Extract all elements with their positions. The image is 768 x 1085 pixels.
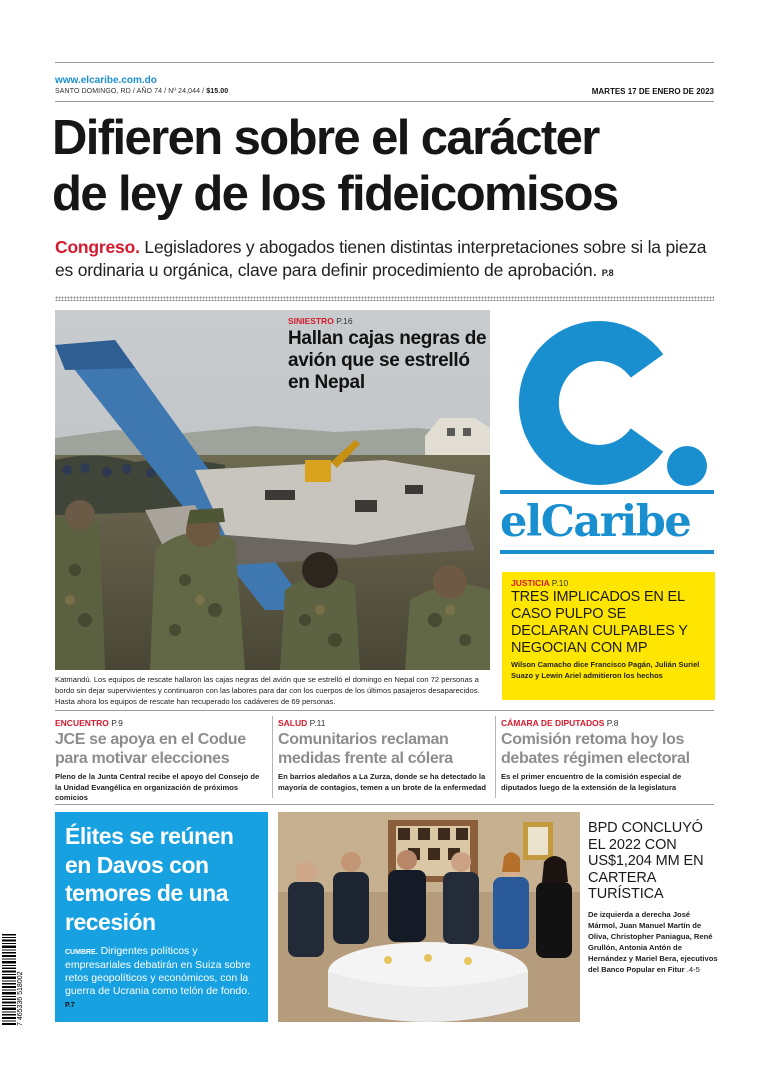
column-kicker xyxy=(55,718,267,728)
columns-bottom-rule xyxy=(55,804,714,805)
davos-kicker: CUMBRE. xyxy=(65,949,98,956)
justicia-headline: TRES IMPLICADOS EN EL CASO PULPO SE DECLARAN CULPABLES Y NEGOCIAN CON MP xyxy=(511,589,688,656)
lead-deck-text: Legisladores y abogados tienen distintas interpretaciones sobre si la pieza es ordinaria u orgánica, clave para definir procedimiento de aprobación. xyxy=(55,237,707,280)
edition-info: SANTO DOMINGO, RD / AÑO 74 / Nº 24,044 / xyxy=(55,88,205,95)
masthead-rule xyxy=(55,101,714,102)
bank-executives-photo[interactable] xyxy=(278,812,580,1022)
column-text: Es el primer encuentro de la comisión especial de diputados luego de la extensión de la legislatura xyxy=(501,772,682,792)
justicia-box[interactable] xyxy=(502,572,715,700)
bpd-text: De izquierda a derecha José Mármol, Juan Manuel Martín de Oliva, Christopher Paniagua, René Grullón, Antonia Antón de Hernández y Mariel Bera, ejecutivos del Banco Popular en Fitur xyxy=(588,909,718,974)
photo-story-page: P.16 xyxy=(336,316,353,326)
bank-executives-image xyxy=(278,812,580,1022)
column-kicker xyxy=(278,718,490,728)
bpd-headline: BPD CONCLUYÓ EL 2022 CON US$1,204 MM EN CARTERA TURÍSTICA xyxy=(588,820,704,902)
elcaribe-logo-c-icon[interactable] xyxy=(497,308,715,490)
lead-kicker: Congreso. xyxy=(55,237,140,257)
elcaribe-wordmark[interactable]: elCaribe xyxy=(500,497,691,547)
justicia-text: Wilson Camacho dice Francisco Pagán, Julián Suriel Suazo y Lewin Ariel admitieron los hechos xyxy=(511,660,700,680)
davos-headline: Élites se reúnen en Davos con temores de una recesión xyxy=(65,823,234,935)
bpd-text-block xyxy=(588,909,718,975)
column-divider xyxy=(495,716,496,798)
photo-story-kicker xyxy=(288,316,488,326)
column-headline: JCE se apoya en el Codue para motivar elecciones xyxy=(55,731,246,767)
davos-box[interactable] xyxy=(55,812,268,1022)
lead-headline-line1: Difieren sobre el carácter xyxy=(52,111,599,165)
column-text: Pleno de la Junta Central recibe el apoyo del Consejo de la Unidad Evangélica en organización de próximos comicios xyxy=(55,772,260,802)
price: $15.00 xyxy=(206,88,229,95)
column-camara[interactable] xyxy=(501,718,713,793)
davos-text: Dirigentes políticos y empresariales debatirán en Suiza sobre retos geopolíticos y económicos, con la guerra de Ucrania como telón de fondo. xyxy=(65,945,251,997)
lead-headline-line2: de ley de los fideicomisos xyxy=(52,167,618,221)
davos-text-block xyxy=(65,945,258,1012)
photo-story-title[interactable] xyxy=(288,316,488,394)
justicia-page: P.10 xyxy=(551,578,569,588)
justicia-section: JUSTICIA xyxy=(511,578,550,588)
column-page: P.8 xyxy=(606,718,619,728)
column-section: SALUD xyxy=(278,718,308,728)
davos-page-ref: P.7 xyxy=(65,1002,75,1009)
lead-deck xyxy=(55,236,720,285)
lead-headline[interactable] xyxy=(52,110,722,222)
barcode xyxy=(2,934,24,1026)
edition-meta xyxy=(55,88,228,95)
justicia-kicker xyxy=(511,578,706,588)
column-headline: Comunitarios reclaman medidas frente al cólera xyxy=(278,731,453,767)
logo-top-bar xyxy=(500,490,714,494)
column-headline: Comisión retoma hoy los debates régimen electoral xyxy=(501,731,690,767)
website-url[interactable]: www.elcaribe.com.do xyxy=(55,75,157,86)
bpd-page-ref: .4-5 xyxy=(686,964,700,974)
column-section: ENCUENTRO xyxy=(55,718,109,728)
columns-top-rule xyxy=(55,710,714,711)
column-divider xyxy=(272,716,273,798)
top-rule xyxy=(55,62,714,63)
lead-page-ref: P.8 xyxy=(601,268,614,278)
bpd-story[interactable] xyxy=(588,820,718,975)
photo-caption: Katmandú. Los equipos de rescate hallaron las cajas negras del avión que se estrelló el domingo en Nepal con 72 personas a bordo sin dejar supervivientes y continuaron con las labores para dar con los cuerpos de los últimos pasajeros desaparecidos. Hasta ahora los equipos de rescate han recuperado los cadáveres de 69 personas. xyxy=(55,675,480,706)
column-kicker xyxy=(501,718,713,728)
column-page: P.11 xyxy=(309,718,326,728)
barcode-digits: 7 465336 518002 xyxy=(17,971,24,1026)
logo-bottom-bar xyxy=(500,550,714,554)
photo-story-section: SINIESTRO xyxy=(288,316,334,326)
column-encuentro[interactable] xyxy=(55,718,267,804)
issue-date: MARTES 17 DE ENERO DE 2023 xyxy=(591,87,714,96)
column-section: CÁMARA DE DIPUTADOS xyxy=(501,718,605,728)
column-salud[interactable] xyxy=(278,718,490,793)
photo-story-headline: Hallan cajas negras de avión que se estrelló en Nepal xyxy=(288,328,487,393)
column-page: P.9 xyxy=(111,718,123,728)
column-text: En barrios aledaños a La Zurza, donde se ha detectado la mayoría de contagios, temen a un brote de la enfermedad xyxy=(278,772,487,792)
dotted-separator xyxy=(55,296,714,301)
